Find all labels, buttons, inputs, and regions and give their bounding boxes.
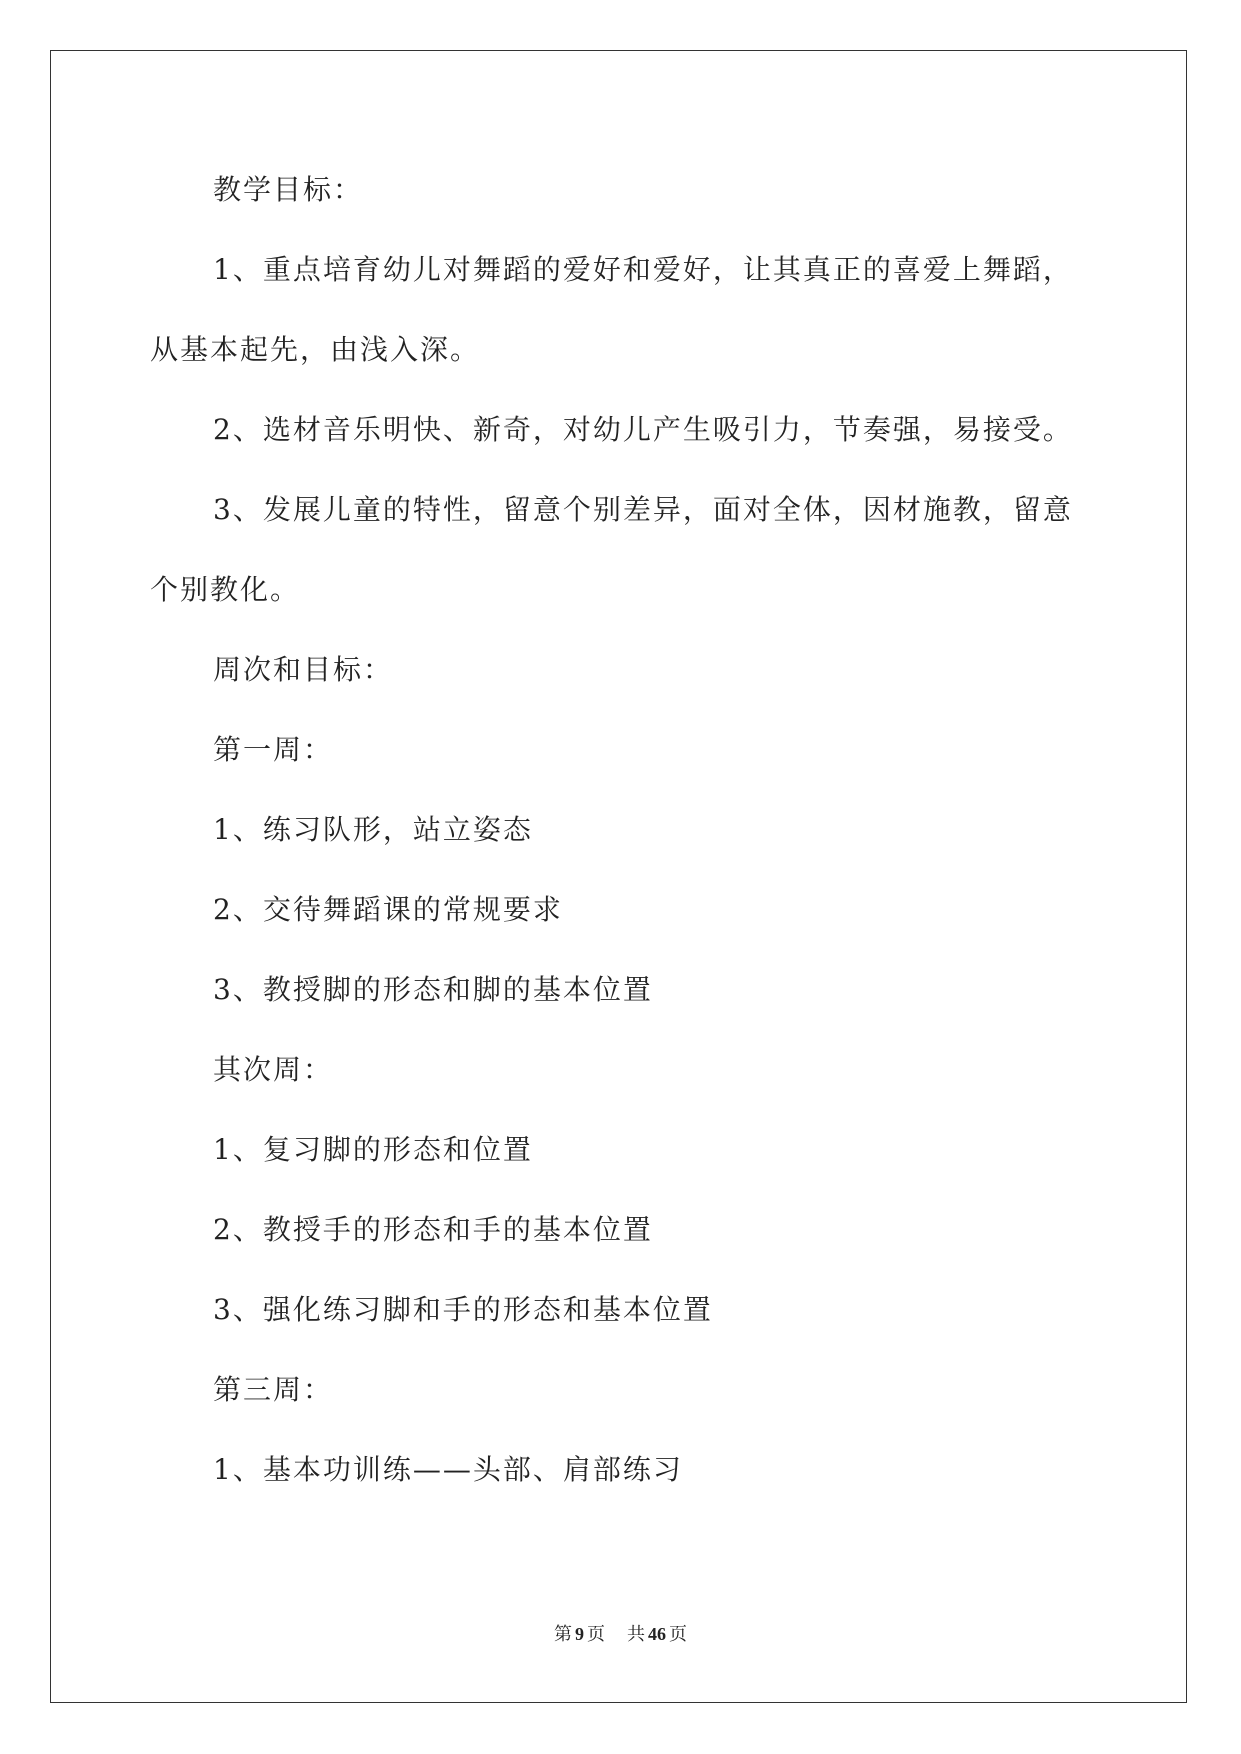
footer-current-page: 9 [575, 1624, 584, 1644]
heading-teaching-goals: 教学目标： [213, 173, 364, 206]
week-1-item-1: 1、练习队形，站立姿态 [213, 813, 533, 846]
heading-week-2: 其次周： [213, 1053, 334, 1086]
heading-week-1: 第一周： [213, 733, 334, 766]
goal-3-line-1: 3、发展儿童的特性，留意个别差异，面对全体，因材施教，留意 [213, 493, 1073, 526]
heading-weeks-and-goals: 周次和目标： [213, 653, 394, 686]
footer-total-pages: 46 [648, 1624, 666, 1644]
footer-total-suffix: 页 [669, 1624, 687, 1645]
week-3-item-1: 1、基本功训练——头部、肩部练习 [213, 1453, 683, 1486]
heading-week-3: 第三周： [213, 1373, 334, 1406]
footer-page-suffix: 页 [587, 1624, 605, 1645]
week-2-item-3: 3、强化练习脚和手的形态和基本位置 [213, 1293, 713, 1326]
goal-3-line-2: 个别教化。 [150, 573, 301, 606]
footer-prefix: 第 [554, 1624, 572, 1645]
week-1-item-3: 3、教授脚的形态和脚的基本位置 [213, 973, 653, 1006]
week-1-item-2: 2、交待舞蹈课的常规要求 [213, 893, 563, 926]
week-2-item-1: 1、复习脚的形态和位置 [213, 1133, 533, 1166]
page-footer [0, 1622, 1241, 1647]
week-2-item-2: 2、教授手的形态和手的基本位置 [213, 1213, 653, 1246]
footer-total-prefix: 共 [627, 1624, 645, 1645]
goal-1-line-1: 1、重点培育幼儿对舞蹈的爱好和爱好，让其真正的喜爱上舞蹈， [213, 253, 1073, 286]
goal-2: 2、选材音乐明快、新奇，对幼儿产生吸引力，节奏强，易接受。 [213, 413, 1073, 446]
goal-1-line-2: 从基本起先，由浅入深。 [150, 333, 481, 366]
